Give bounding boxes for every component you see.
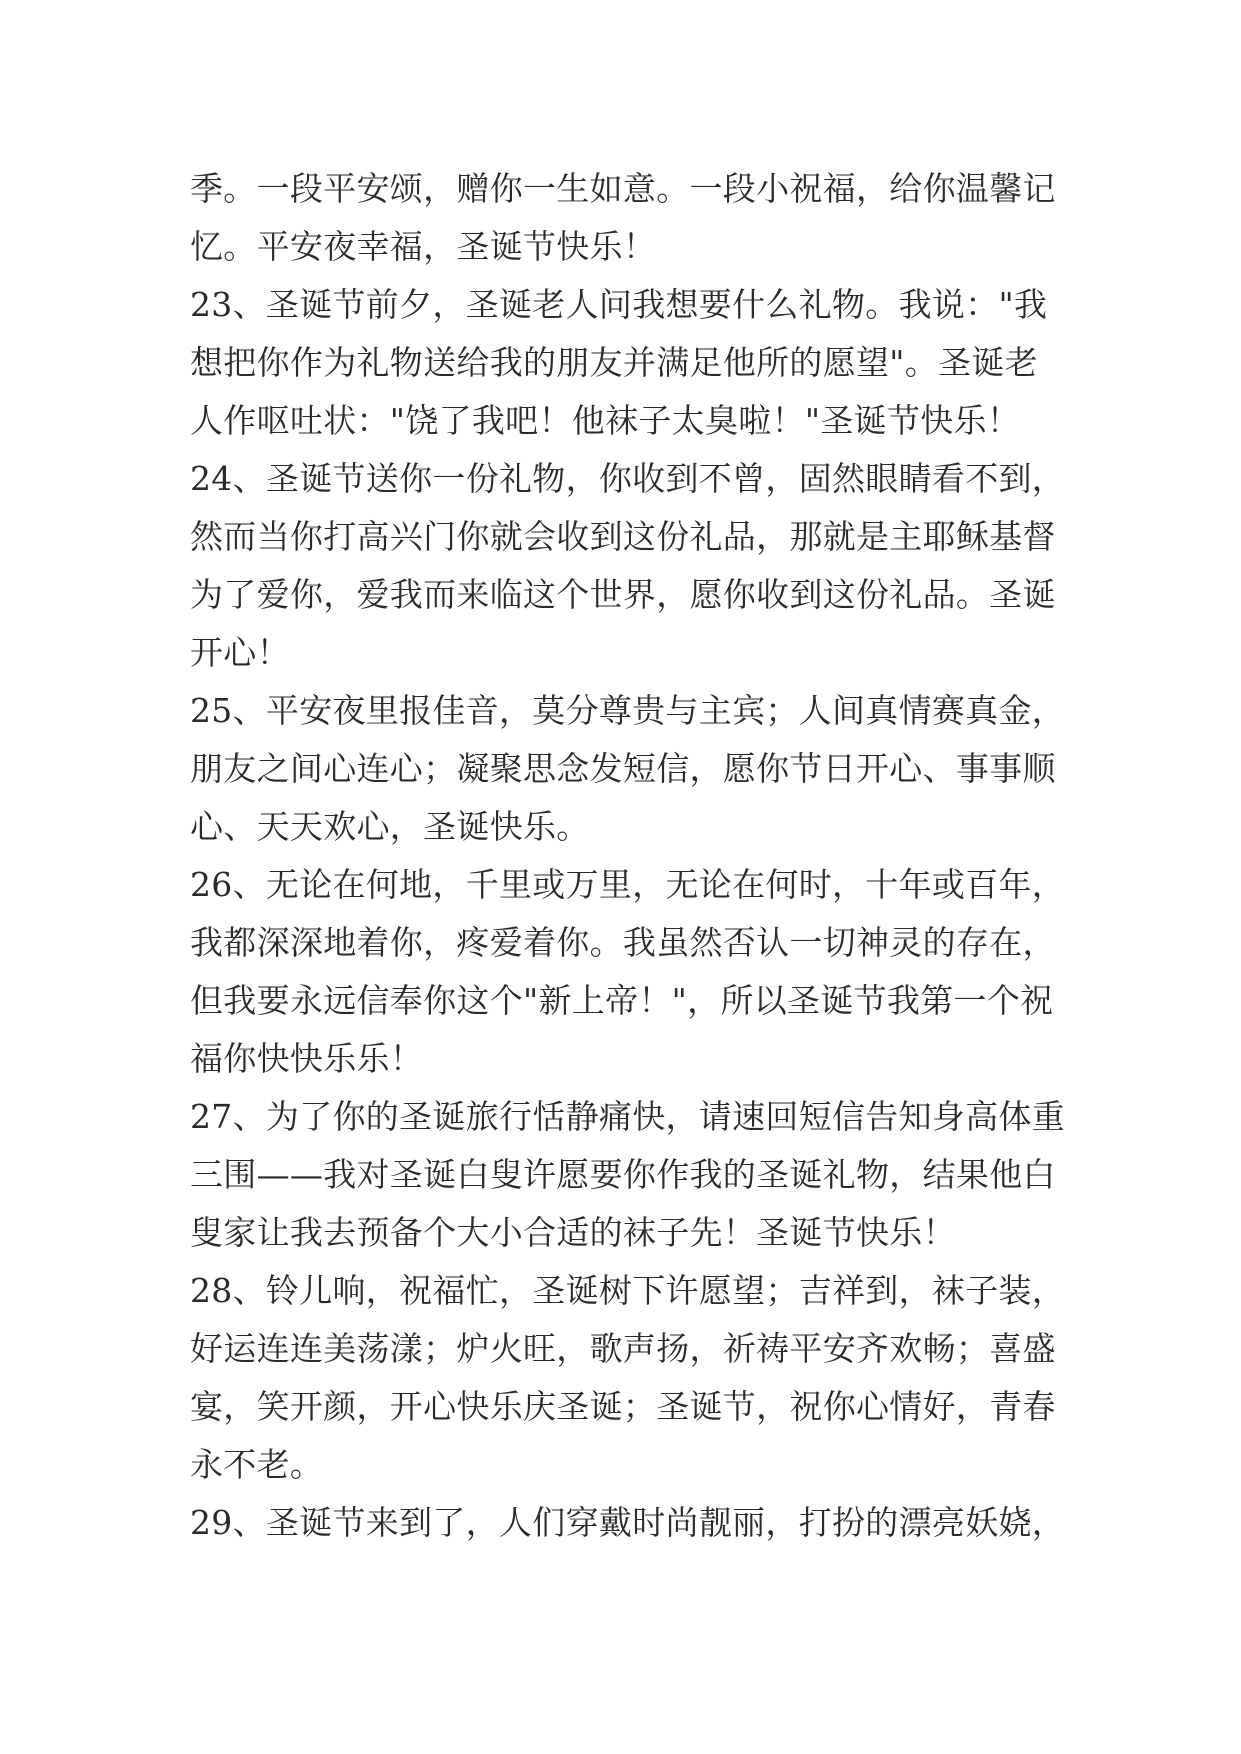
text-line: 23、圣诞节前夕，圣诞老人问我想要什么礼物。我说："我: [190, 285, 1048, 324]
text-line: 27、为了你的圣诞旅行恬静痛快，请速回短信告知身高体重: [190, 1097, 1066, 1136]
text-line: 29、圣诞节来到了，人们穿戴时尚靓丽，打扮的漂亮妖娆，: [190, 1503, 1066, 1542]
text-line: 25、平安夜里报佳音，莫分尊贵与主宾；人间真情赛真金，: [190, 691, 1066, 730]
text-line: 忆。平安夜幸福，圣诞节快乐！: [190, 227, 657, 266]
text-line: 24、圣诞节送你一份礼物，你收到不曾，固然眼睛看不到，: [190, 459, 1066, 498]
text-line: 宴，笑开颜，开心快乐庆圣诞；圣诞节，祝你心情好，青春: [190, 1387, 1056, 1426]
text-line: 心、天天欢心，圣诞快乐。: [190, 807, 590, 846]
text-line: 三围——我对圣诞白叟许愿要你作我的圣诞礼物，结果他白: [190, 1155, 1056, 1194]
text-line: 我都深深地着你，疼爱着你。我虽然否认一切神灵的存在，: [190, 923, 1056, 962]
text-line: 想把你作为礼物送给我的朋友并满足他所的愿望"。圣诞老: [190, 343, 1038, 382]
text-line: 28、铃儿响，祝福忙，圣诞树下许愿望；吉祥到，袜子装，: [190, 1271, 1066, 1310]
text-line: 然而当你打高兴门你就会收到这份礼品，那就是主耶稣基督: [190, 517, 1056, 556]
text-line: 朋友之间心连心；凝聚思念发短信，愿你节日开心、事事顺: [190, 749, 1056, 788]
text-line: 叟家让我去预备个大小合适的袜子先！圣诞节快乐！: [190, 1213, 956, 1252]
text-line: 26、无论在何地，千里或万里，无论在何时，十年或百年，: [190, 865, 1066, 904]
text-line: 季。一段平安颂，赠你一生如意。一段小祝福，给你温馨记: [190, 169, 1056, 208]
text-line: 开心！: [190, 633, 290, 672]
text-line: 为了爱你，爱我而来临这个世界，愿你收到这份礼品。圣诞: [190, 575, 1056, 614]
text-line: 福你快快乐乐！: [190, 1039, 424, 1078]
text-line: 好运连连美荡漾；炉火旺，歌声扬，祈祷平安齐欢畅；喜盛: [190, 1329, 1056, 1368]
text-line: 永不老。: [190, 1445, 324, 1484]
text-line: 人作呕吐状："饶了我吧！他袜子太臭啦！"圣诞节快乐！: [190, 401, 1021, 440]
text-line: 但我要永远信奉你这个"新上帝！"，所以圣诞节我第一个祝: [190, 981, 1054, 1020]
body-text: [190, 160, 1070, 1552]
